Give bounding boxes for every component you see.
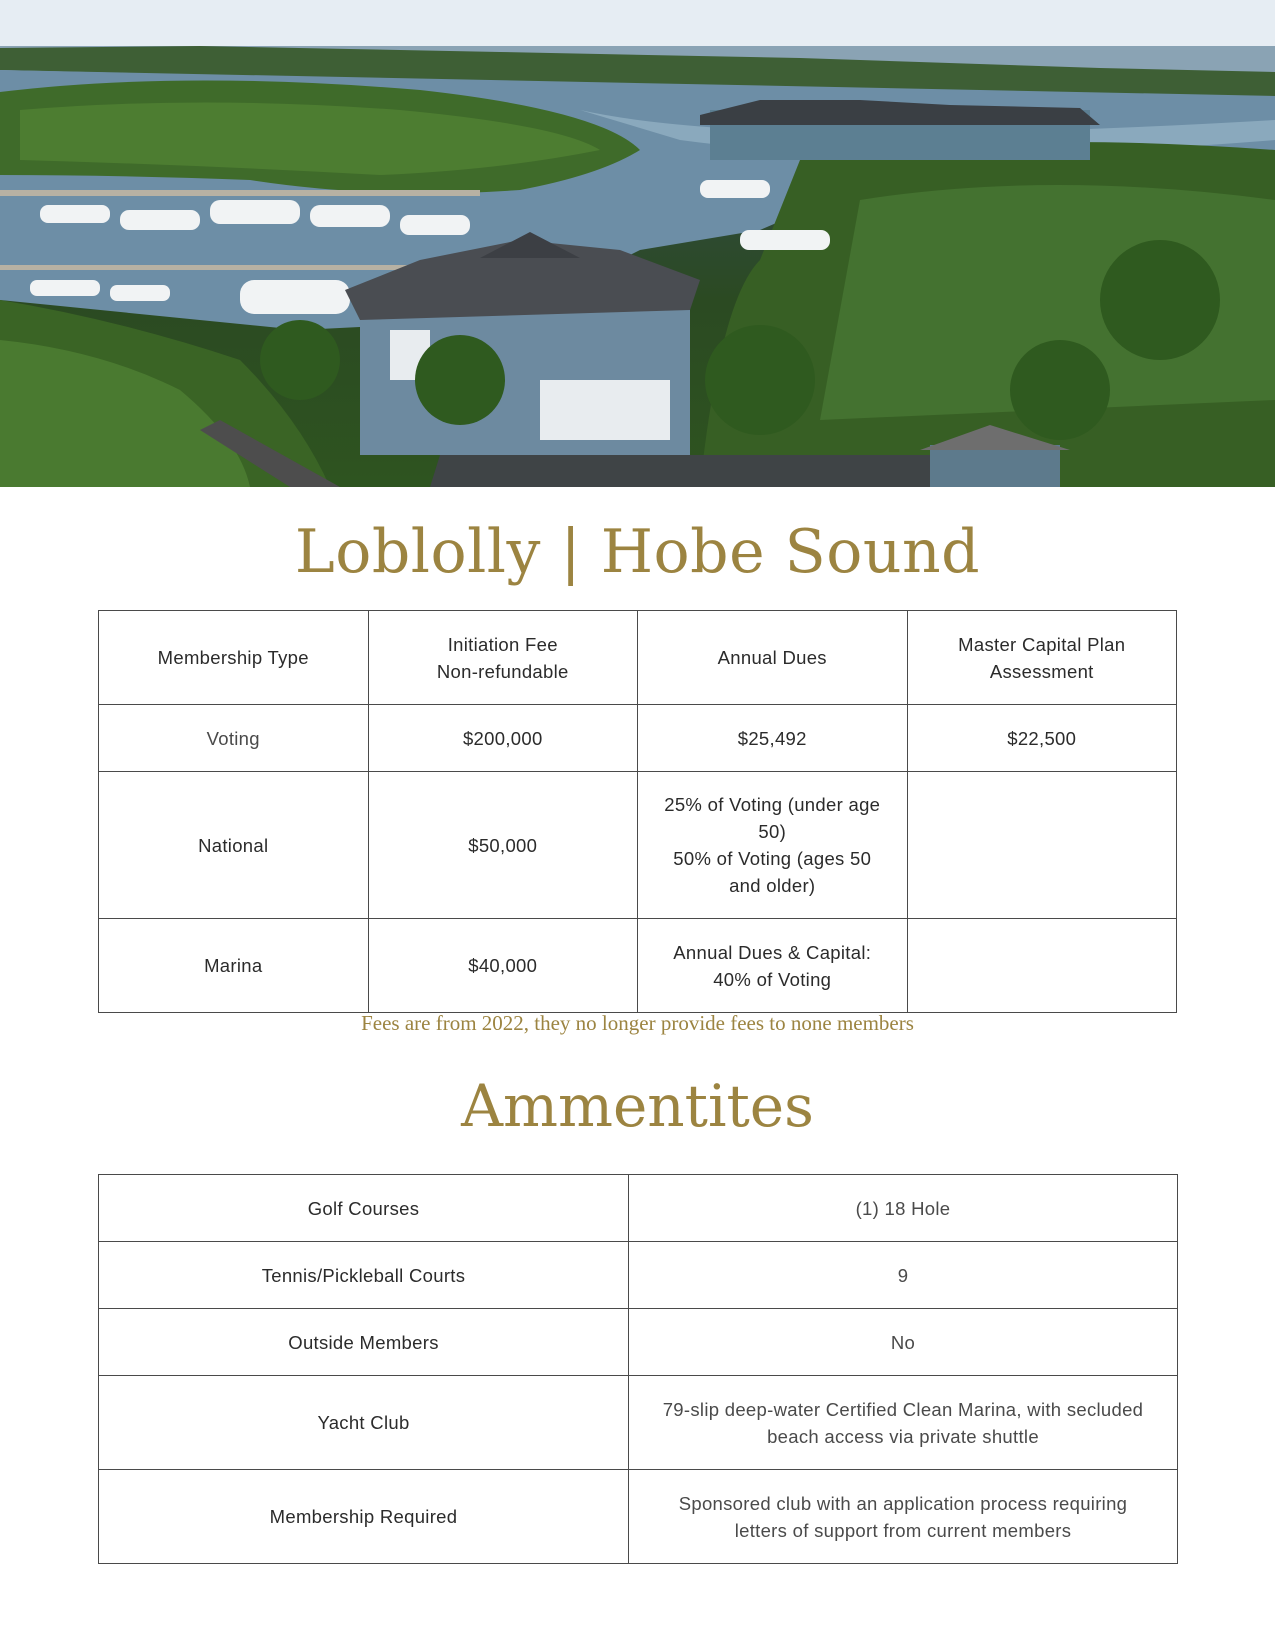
header-initiation-fee <box>368 611 638 705</box>
table-row <box>99 772 1177 919</box>
cell-dues <box>638 772 908 919</box>
header-initiation-fee-label: Initiation Fee Non-refundable <box>436 633 569 682</box>
table-row <box>99 919 1177 1013</box>
amenity-value-text: 79-slip deep-water Certified Clean Marina, with secluded beach access via private shuttle <box>662 1398 1144 1447</box>
amenity-value <box>629 1175 1178 1242</box>
amenity-label-text: Golf Courses <box>307 1197 420 1219</box>
table-row <box>99 1175 1178 1242</box>
amenity-label <box>99 1175 629 1242</box>
cell-capital <box>907 772 1177 919</box>
amenity-label <box>99 1376 629 1470</box>
initiation-fee-national: $50,000 <box>468 834 538 856</box>
amenity-value-text: 9 <box>897 1264 909 1286</box>
cell-dues <box>638 919 908 1013</box>
hero-photo <box>0 0 1275 487</box>
header-membership-type <box>99 611 369 705</box>
header-annual-dues-label: Annual Dues <box>717 647 827 668</box>
fees-note: Fees are from 2022, they no longer provide fees to none members <box>361 1011 914 1035</box>
amenity-value <box>629 1309 1178 1376</box>
amenity-value-text: Sponsored club with an application process requiring letters of support from current members <box>678 1492 1128 1541</box>
annual-dues-voting: $25,492 <box>737 727 807 749</box>
amenity-value <box>629 1376 1178 1470</box>
cell-dues <box>638 705 908 772</box>
aerial-marina-photo-icon <box>0 0 1275 487</box>
amenities-title: Ammentites <box>461 1072 814 1140</box>
initiation-fee-voting: $200,000 <box>462 727 543 749</box>
amenity-value <box>629 1470 1178 1564</box>
amenity-value-text: No <box>890 1331 916 1353</box>
header-membership-type-label: Membership Type <box>157 647 309 668</box>
amenity-value-text: (1) 18 Hole <box>855 1197 951 1219</box>
cell-capital <box>907 705 1177 772</box>
table-header-row <box>99 611 1177 705</box>
cell-initiation <box>368 772 638 919</box>
cell-type <box>99 919 369 1013</box>
amenity-value <box>629 1242 1178 1309</box>
cell-initiation <box>368 919 638 1013</box>
amenity-label <box>99 1242 629 1309</box>
membership-type-marina: Marina <box>204 955 263 976</box>
cell-capital <box>907 919 1177 1013</box>
table-row <box>99 1242 1178 1309</box>
amenity-label <box>99 1470 629 1564</box>
amenity-label-text: Outside Members <box>288 1331 439 1353</box>
table-row <box>99 705 1177 772</box>
header-annual-dues <box>638 611 908 705</box>
page-title: Loblolly | Hobe Sound <box>294 517 981 587</box>
amenity-label <box>99 1309 629 1376</box>
header-capital-plan <box>907 611 1177 705</box>
initiation-fee-marina: $40,000 <box>468 955 538 976</box>
cell-initiation <box>368 705 638 772</box>
cell-type <box>99 705 369 772</box>
annual-dues-marina: Annual Dues & Capital: 40% of Voting <box>673 941 872 990</box>
membership-type-voting: Voting <box>206 727 260 749</box>
header-capital-plan-label: Master Capital Plan Assessment <box>958 633 1126 682</box>
table-row <box>99 1309 1178 1376</box>
amenity-label-text: Membership Required <box>269 1506 458 1527</box>
amenities-table <box>98 1174 1178 1564</box>
amenity-label-text: Yacht Club <box>317 1412 410 1433</box>
membership-type-national: National <box>198 834 269 856</box>
amenity-label-text: Tennis/Pickleball Courts <box>261 1264 466 1286</box>
table-row <box>99 1376 1178 1470</box>
table-row <box>99 1470 1178 1564</box>
capital-voting: $22,500 <box>1007 727 1077 749</box>
annual-dues-national: 25% of Voting (under age 50) 50% of Voting (ages 50 and older) <box>664 794 881 896</box>
cell-type <box>99 772 369 919</box>
membership-fees-table <box>98 610 1177 1013</box>
